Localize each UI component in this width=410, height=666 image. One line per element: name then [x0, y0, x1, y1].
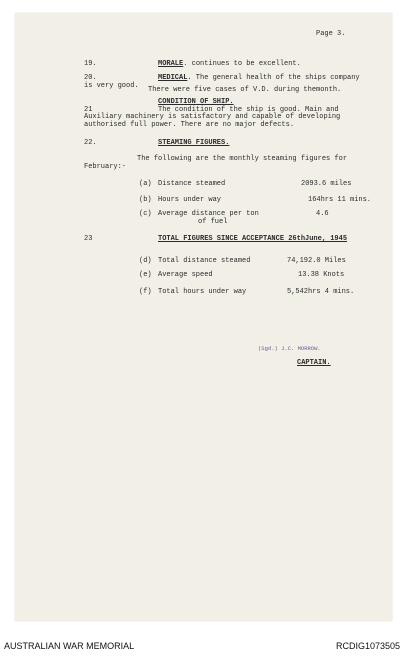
steaming-letter: (a): [139, 180, 152, 188]
heading-morale: MORALE: [158, 60, 184, 68]
steaming-label-line2: of fuel: [198, 218, 228, 226]
paragraph-item-21-line1: The condition of the ship is good. Main and: [158, 106, 339, 114]
footer-record-id: RCDIG1073505: [336, 641, 401, 651]
heading-medical: MEDICAL: [158, 74, 188, 82]
item-number: 22.: [84, 139, 97, 147]
signature-title: CAPTAIN.: [297, 359, 331, 367]
paragraph-item-19: [158, 60, 301, 68]
footer-institution: AUSTRALIAN WAR MEMORIAL: [4, 641, 135, 651]
totals-value: 74,192.0 Miles: [287, 257, 346, 265]
paragraph-item-21-line3: authorised full power. There are no major defects.: [84, 121, 295, 129]
totals-value: 5,542hrs 4 mins.: [287, 288, 355, 296]
steaming-label: Hours under way: [158, 196, 222, 204]
item-number: 20.: [84, 74, 97, 82]
steaming-value: 164hrs 11 mins.: [308, 196, 372, 204]
totals-letter: (f): [139, 288, 152, 296]
heading-total-figures: TOTAL FIGURES SINCE ACCEPTANCE 26thJune, 1945: [158, 235, 348, 243]
item-number: 23: [84, 235, 93, 243]
item-text: . The general health of the ships company: [187, 74, 360, 82]
steaming-intro-line1: The following are the monthly steaming figures for: [137, 155, 348, 163]
paragraph-item-20-line1: [158, 74, 360, 82]
totals-letter: (e): [139, 271, 152, 279]
totals-label: Total distance steamed: [158, 257, 251, 265]
item-number: 21: [84, 106, 93, 114]
signature-stamp: (Sgd.) J.C. MORROW.: [258, 345, 321, 352]
heading-steaming-figures: STEAMING FIGURES.: [158, 139, 230, 147]
steaming-value: 2093.6 miles: [301, 180, 352, 188]
paragraph-item-20-line2: is very good.: [84, 82, 139, 90]
paragraph-item-20-line2b: There were five cases of V.D. during themonth.: [148, 86, 342, 94]
steaming-letter: (c): [139, 210, 152, 218]
totals-label: Total hours under way: [158, 288, 247, 296]
steaming-value: 4.6: [316, 210, 329, 218]
heading-condition-of-ship: CONDITION OF SHIP.: [158, 98, 234, 106]
item-text: . continues to be excellent.: [183, 60, 301, 68]
page-number: Page 3.: [316, 30, 346, 38]
totals-label: Average speed: [158, 271, 213, 279]
item-number: 19.: [84, 60, 97, 68]
steaming-intro-line2: February:-: [84, 163, 127, 171]
steaming-letter: (b): [139, 196, 152, 204]
paragraph-item-21-line2: Auxiliary machinery is satisfactory and capable of developing: [84, 113, 341, 121]
steaming-label: Average distance per ton: [158, 210, 259, 218]
totals-value: 13.38 Knots: [298, 271, 345, 279]
steaming-label: Distance steamed: [158, 180, 226, 188]
totals-letter: (d): [139, 257, 152, 265]
